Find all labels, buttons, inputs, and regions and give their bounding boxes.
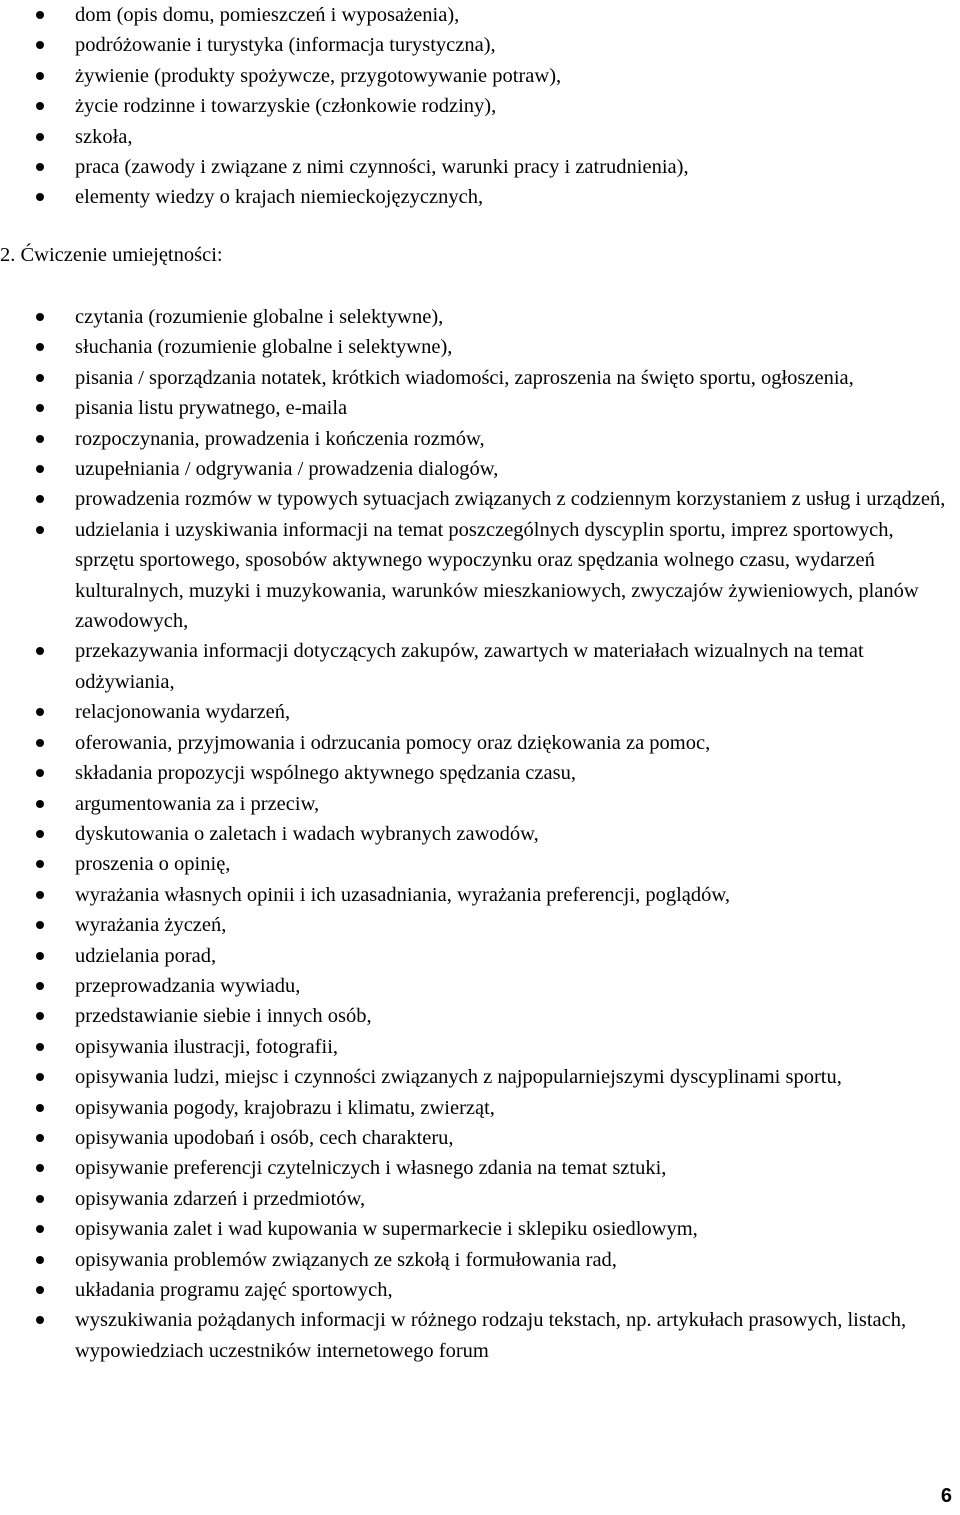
bullet-icon xyxy=(36,1073,44,1081)
bullet-icon xyxy=(36,739,44,747)
bullet-icon xyxy=(36,952,44,960)
bullet-icon xyxy=(36,435,44,443)
list-item xyxy=(0,182,960,212)
bullet-icon xyxy=(36,1134,44,1142)
list-item xyxy=(0,1275,960,1305)
section-heading: 2. Ćwiczenie umiejętności: xyxy=(0,244,223,266)
list-item-text: żywienie (produkty spożywcze, przygotowywanie potraw), xyxy=(75,64,562,87)
list-item xyxy=(0,1123,960,1153)
list-item xyxy=(0,363,960,393)
list-item-text: elementy wiedzy o krajach niemieckojęzycznych, xyxy=(75,186,484,209)
page-number: 6 xyxy=(940,1485,952,1507)
list-item xyxy=(0,30,960,60)
list-item-text: uzupełniania / odgrywania / prowadzenia dialogów, xyxy=(75,458,499,481)
list-item xyxy=(0,515,960,637)
list-item-text: argumentowania za i przeciw, xyxy=(75,792,320,815)
list-item-text: szkoła, xyxy=(75,125,133,148)
list-item-text: relacjonowania wydarzeń, xyxy=(75,701,291,724)
bullet-icon xyxy=(36,1043,44,1051)
bullet-icon xyxy=(36,1164,44,1172)
list-item xyxy=(0,1214,960,1244)
list-item xyxy=(0,849,960,879)
list-item-text: opisywania upodobań i osób, cech charakteru, xyxy=(75,1126,454,1149)
bullet-icon xyxy=(36,102,44,110)
bullet-icon xyxy=(36,526,44,534)
list-item xyxy=(0,880,960,910)
bullet-icon xyxy=(36,374,44,382)
list-item xyxy=(0,971,960,1001)
bullet-icon xyxy=(36,495,44,503)
bullet-icon xyxy=(36,921,44,929)
bullet-icon xyxy=(36,830,44,838)
list-item-text: układania programu zajęć sportowych, xyxy=(75,1279,393,1301)
list-item-text: opisywania problemów związanych ze szkołą i formułowania rad, xyxy=(75,1248,617,1271)
list-item-text: prowadzenia rozmów w typowych sytuacjach związanych z codziennym korzystaniem z usług i urządzeń, xyxy=(75,488,946,511)
list-item-text: opisywania ilustracji, fotografii, xyxy=(75,1035,339,1058)
list-item xyxy=(0,728,960,758)
list-item-text: przedstawianie siebie i innych osób, xyxy=(75,1005,372,1028)
list-item xyxy=(0,393,960,423)
list-item xyxy=(0,758,960,788)
bullet-icon xyxy=(36,769,44,777)
list-item-text: podróżowanie i turystyka (informacja turystyczna), xyxy=(75,34,496,57)
list-item-text: przeprowadzania wywiadu, xyxy=(75,974,301,997)
list-item xyxy=(0,1153,960,1183)
list-item xyxy=(0,424,960,454)
list-item xyxy=(0,152,960,182)
list-item-text: udzielania i uzyskiwania informacji na temat poszczególnych dyscyplin sportu, imprez sportowych, sprzętu sportowego, sposobów aktywnego wypoczynku oraz spędzania wolnego czasu, wydarzeń kulturalnych, muzyki i muzykowania, warunków mieszkaniowych, zwyczajów żywieniowych, planów zawodowych, xyxy=(75,518,919,633)
list-item xyxy=(0,0,960,30)
list-item xyxy=(0,636,960,697)
bullet-icon xyxy=(36,1195,44,1203)
list-item-text: rozpoczynania, prowadzenia i kończenia rozmów, xyxy=(75,427,485,450)
bullet-icon xyxy=(36,11,44,19)
bullet-icon xyxy=(36,800,44,808)
list-item-text: przekazywania informacji dotyczących zakupów, zawartych w materiałach wizualnych na temat odżywiania, xyxy=(75,640,864,693)
list-item xyxy=(0,910,960,940)
list-item xyxy=(0,1032,960,1062)
list-item-text: udzielania porad, xyxy=(75,944,217,967)
list-item xyxy=(0,941,960,971)
list-item xyxy=(0,332,960,362)
bullet-icon xyxy=(36,708,44,716)
list-item-text: pisania listu prywatnego, e-maila xyxy=(75,397,348,420)
bullet-icon xyxy=(36,404,44,412)
list-item-text: praca (zawody i związane z nimi czynności, warunki pracy i zatrudnienia), xyxy=(75,156,689,179)
bullet-icon xyxy=(36,982,44,990)
list-item-text: składania propozycji wspólnego aktywnego spędzania czasu, xyxy=(75,762,576,785)
list-item xyxy=(0,91,960,121)
bullet-icon xyxy=(36,647,44,655)
bullet-icon xyxy=(36,72,44,80)
list-item-text: czytania (rozumienie globalne i selektywne), xyxy=(75,306,444,328)
list-item xyxy=(0,122,960,152)
list-item-text: opisywania zalet i wad kupowania w supermarkecie i sklepiku osiedlowym, xyxy=(75,1218,698,1241)
bullet-icon xyxy=(36,193,44,201)
bullet-icon xyxy=(36,343,44,351)
bullet-icon xyxy=(36,313,44,321)
list-item-text: oferowania, przyjmowania i odrzucania pomocy oraz dziękowania za pomoc, xyxy=(75,731,711,754)
list-item xyxy=(0,1184,960,1214)
list-item xyxy=(0,1093,960,1123)
bullet-icon xyxy=(36,1225,44,1233)
list-item-text: wyszukiwania pożądanych informacji w różnego rodzaju tekstach, np. artykułach prasowych, listach, wypowiedziach uczestników internetowego forum xyxy=(75,1309,907,1362)
list-item-text: proszenia o opinię, xyxy=(75,853,231,876)
list-item xyxy=(0,302,960,332)
bullet-icon xyxy=(36,1012,44,1020)
list-item-text: pisania / sporządzania notatek, krótkich wiadomości, zaproszenia na święto sportu, ogłoszenia, xyxy=(75,366,854,389)
list-item-text: życie rodzinne i towarzyskie (członkowie rodziny), xyxy=(75,95,497,118)
list-item xyxy=(0,454,960,484)
list-item-text: opisywania pogody, krajobrazu i klimatu, zwierząt, xyxy=(75,1096,495,1119)
bullet-icon xyxy=(36,133,44,141)
list-item xyxy=(0,789,960,819)
bullet-icon xyxy=(36,163,44,171)
bullet-icon xyxy=(36,465,44,473)
list-item-text: opisywanie preferencji czytelniczych i własnego zdania na temat sztuki, xyxy=(75,1157,667,1180)
list-item xyxy=(0,1245,960,1275)
bullet-icon xyxy=(36,1286,44,1294)
bullet-icon xyxy=(36,41,44,49)
list-item-text: opisywania ludzi, miejsc i czynności związanych z najpopularniejszymi dyscyplinami sportu, xyxy=(75,1066,842,1089)
bullet-icon xyxy=(36,1256,44,1264)
bullet-icon xyxy=(36,1316,44,1324)
list-item-text: słuchania (rozumienie globalne i selektywne), xyxy=(75,336,453,359)
list-item-text: wyrażania własnych opinii i ich uzasadniania, wyrażania preferencji, poglądów, xyxy=(75,883,730,906)
list-item xyxy=(0,1305,960,1366)
list-item xyxy=(0,697,960,727)
bullet-icon xyxy=(36,1104,44,1112)
list-item-text: opisywania zdarzeń i przedmiotów, xyxy=(75,1187,366,1210)
list-item-text: wyrażania życzeń, xyxy=(75,914,227,937)
list-item-text: dyskutowania o zaletach i wadach wybranych zawodów, xyxy=(75,822,539,845)
list-item xyxy=(0,1062,960,1092)
topics-list xyxy=(0,0,960,213)
list-item xyxy=(0,484,960,514)
list-item xyxy=(0,819,960,849)
bullet-icon xyxy=(36,860,44,868)
list-item xyxy=(0,1001,960,1031)
skills-list xyxy=(0,302,960,1366)
bullet-icon xyxy=(36,891,44,899)
list-item xyxy=(0,61,960,91)
list-item-text: dom (opis domu, pomieszczeń i wyposażenia), xyxy=(75,4,460,26)
